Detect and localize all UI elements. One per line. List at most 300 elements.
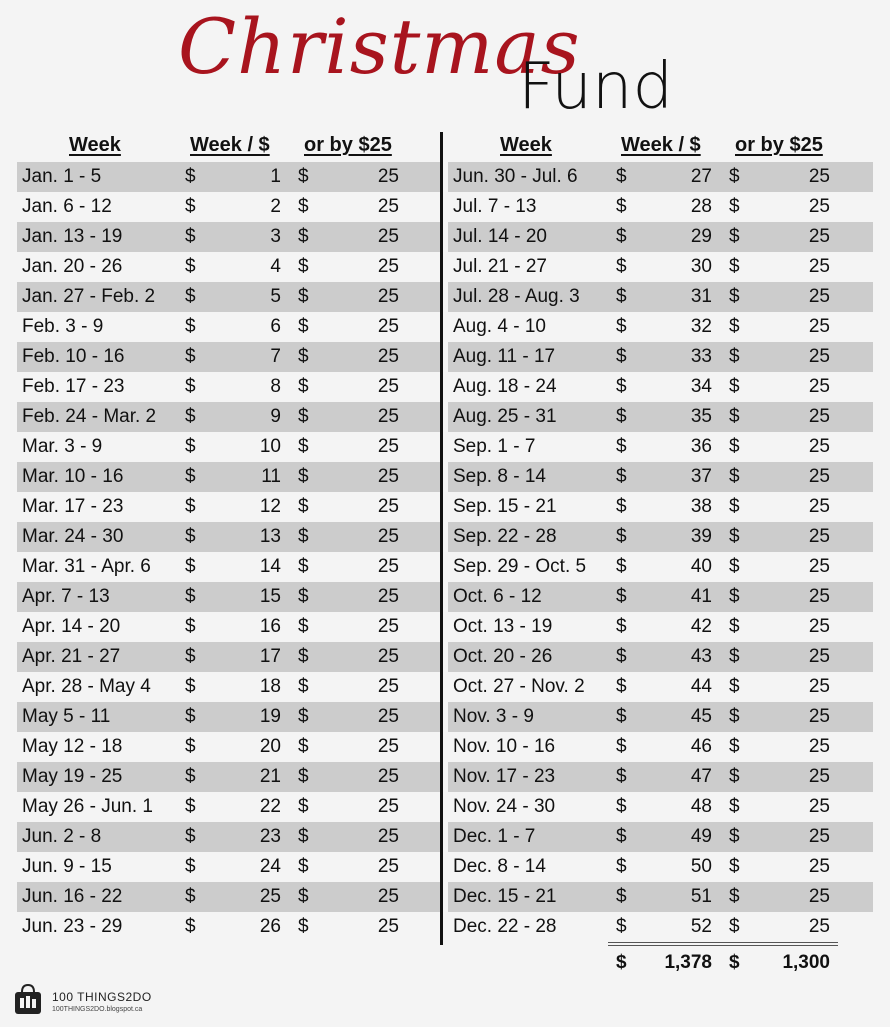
fixed-amount: 25 <box>808 466 830 487</box>
week-label: Jan. 13 - 19 <box>22 226 123 247</box>
currency-sign: $ <box>616 286 627 307</box>
weekly-amount: 49 <box>690 826 712 847</box>
currency-sign: $ <box>616 466 627 487</box>
total-currency: $ <box>616 952 627 973</box>
week-label: Mar. 24 - 30 <box>22 526 124 547</box>
weekly-amount: 41 <box>690 586 712 607</box>
weekly-amount: 50 <box>690 856 712 877</box>
fixed-amount: 25 <box>377 226 399 247</box>
currency-sign: $ <box>298 826 309 847</box>
week-label: Jan. 27 - Feb. 2 <box>22 286 156 307</box>
table-row <box>448 252 873 282</box>
currency-sign: $ <box>185 346 196 367</box>
currency-sign: $ <box>616 196 627 217</box>
table-row <box>448 762 873 792</box>
currency-sign: $ <box>616 406 627 427</box>
weekly-amount: 21 <box>259 766 281 787</box>
fixed-amount: 25 <box>808 916 830 937</box>
fixed-amount: 25 <box>377 556 399 577</box>
fixed-amount: 25 <box>808 706 830 727</box>
currency-sign: $ <box>616 166 627 187</box>
fixed-amount: 25 <box>377 316 399 337</box>
currency-sign: $ <box>298 886 309 907</box>
currency-sign: $ <box>616 916 627 937</box>
total-currency: $ <box>729 952 740 973</box>
weekly-amount: 32 <box>690 316 712 337</box>
currency-sign: $ <box>729 526 740 547</box>
table-row <box>448 522 873 552</box>
fixed-amount: 25 <box>808 766 830 787</box>
table-row <box>17 732 442 762</box>
week-label: Dec. 22 - 28 <box>453 916 557 937</box>
table-row <box>448 402 873 432</box>
total-per-week: 1,378 <box>664 952 712 973</box>
fixed-amount: 25 <box>377 916 399 937</box>
currency-sign: $ <box>298 436 309 457</box>
currency-sign: $ <box>616 646 627 667</box>
currency-sign: $ <box>616 226 627 247</box>
week-label: Feb. 3 - 9 <box>22 316 104 337</box>
fixed-amount: 25 <box>377 526 399 547</box>
week-label: May 12 - 18 <box>22 736 123 757</box>
table-row <box>448 192 873 222</box>
fixed-amount: 25 <box>808 646 830 667</box>
currency-sign: $ <box>729 916 740 937</box>
table-row <box>17 312 442 342</box>
week-label: Oct. 6 - 12 <box>453 586 542 607</box>
weekly-amount: 1 <box>270 166 281 187</box>
table-row <box>17 492 442 522</box>
table-row <box>17 702 442 732</box>
fixed-amount: 25 <box>377 256 399 277</box>
table-row <box>448 342 873 372</box>
weekly-amount: 19 <box>259 706 281 727</box>
currency-sign: $ <box>729 856 740 877</box>
week-label: Dec. 8 - 14 <box>453 856 546 877</box>
weekly-amount: 7 <box>270 346 281 367</box>
currency-sign: $ <box>185 226 196 247</box>
logo-subtext: 100THINGS2DO.blogspot.ca <box>52 1006 143 1013</box>
week-label: Nov. 3 - 9 <box>453 706 534 727</box>
fixed-amount: 25 <box>377 616 399 637</box>
currency-sign: $ <box>729 736 740 757</box>
week-label: Sep. 15 - 21 <box>453 496 557 517</box>
weekly-amount: 25 <box>259 886 281 907</box>
currency-sign: $ <box>616 886 627 907</box>
week-label: Nov. 24 - 30 <box>453 796 556 817</box>
weekly-amount: 26 <box>259 916 281 937</box>
week-label: Jan. 6 - 12 <box>22 196 112 217</box>
week-label: May 19 - 25 <box>22 766 123 787</box>
weekly-amount: 47 <box>690 766 712 787</box>
currency-sign: $ <box>298 526 309 547</box>
total-rule <box>608 942 838 943</box>
table-row <box>448 462 873 492</box>
header-per-week: Week / $ <box>621 134 701 156</box>
weekly-amount: 33 <box>690 346 712 367</box>
weekly-amount: 20 <box>259 736 281 757</box>
week-label: Oct. 13 - 19 <box>453 616 553 637</box>
fixed-amount: 25 <box>808 346 830 367</box>
table-row <box>17 252 442 282</box>
currency-sign: $ <box>185 886 196 907</box>
weekly-amount: 5 <box>270 286 281 307</box>
table-left <box>17 134 442 942</box>
weekly-amount: 43 <box>690 646 712 667</box>
currency-sign: $ <box>298 316 309 337</box>
currency-sign: $ <box>729 256 740 277</box>
fixed-amount: 25 <box>377 766 399 787</box>
table-row <box>448 432 873 462</box>
fixed-amount: 25 <box>808 856 830 877</box>
table-row <box>17 852 442 882</box>
currency-sign: $ <box>298 196 309 217</box>
currency-sign: $ <box>185 826 196 847</box>
weekly-amount: 11 <box>261 466 281 487</box>
header-by25: or by $25 <box>304 134 392 156</box>
week-label: Jun. 9 - 15 <box>22 856 112 877</box>
fixed-amount: 25 <box>377 196 399 217</box>
fixed-amount: 25 <box>808 286 830 307</box>
week-label: Jan. 1 - 5 <box>22 166 102 187</box>
currency-sign: $ <box>298 466 309 487</box>
currency-sign: $ <box>298 616 309 637</box>
fixed-amount: 25 <box>808 166 830 187</box>
currency-sign: $ <box>729 226 740 247</box>
currency-sign: $ <box>616 796 627 817</box>
currency-sign: $ <box>729 646 740 667</box>
fixed-amount: 25 <box>377 796 399 817</box>
weekly-amount: 6 <box>270 316 281 337</box>
week-label: Oct. 27 - Nov. 2 <box>453 676 585 697</box>
fixed-amount: 25 <box>377 856 399 877</box>
weekly-amount: 31 <box>690 286 712 307</box>
weekly-amount: 35 <box>690 406 712 427</box>
currency-sign: $ <box>185 556 196 577</box>
currency-sign: $ <box>616 346 627 367</box>
table-row <box>17 792 442 822</box>
week-label: Oct. 20 - 26 <box>453 646 553 667</box>
currency-sign: $ <box>616 766 627 787</box>
currency-sign: $ <box>729 616 740 637</box>
week-label: Sep. 8 - 14 <box>453 466 546 487</box>
title-christmas: Christmas <box>178 2 581 91</box>
weekly-amount: 15 <box>259 586 281 607</box>
currency-sign: $ <box>729 766 740 787</box>
week-label: Nov. 17 - 23 <box>453 766 556 787</box>
fixed-amount: 25 <box>808 376 830 397</box>
fixed-amount: 25 <box>808 316 830 337</box>
table-row <box>17 552 442 582</box>
currency-sign: $ <box>298 676 309 697</box>
table-row <box>448 912 873 942</box>
currency-sign: $ <box>616 856 627 877</box>
table-row <box>448 822 873 852</box>
currency-sign: $ <box>729 346 740 367</box>
currency-sign: $ <box>185 646 196 667</box>
fixed-amount: 25 <box>377 736 399 757</box>
weekly-amount: 48 <box>690 796 712 817</box>
currency-sign: $ <box>729 316 740 337</box>
week-label: Mar. 10 - 16 <box>22 466 124 487</box>
currency-sign: $ <box>616 496 627 517</box>
currency-sign: $ <box>185 916 196 937</box>
table-row <box>17 912 442 942</box>
fixed-amount: 25 <box>808 496 830 517</box>
week-label: Apr. 14 - 20 <box>22 616 121 637</box>
fixed-amount: 25 <box>377 676 399 697</box>
weekly-amount: 12 <box>259 496 281 517</box>
weekly-amount: 13 <box>259 526 281 547</box>
currency-sign: $ <box>729 706 740 727</box>
currency-sign: $ <box>185 856 196 877</box>
table-row <box>448 582 873 612</box>
week-label: Feb. 17 - 23 <box>22 376 125 397</box>
currency-sign: $ <box>185 616 196 637</box>
weekly-amount: 23 <box>259 826 281 847</box>
table-row <box>448 222 873 252</box>
week-label: Jun. 2 - 8 <box>22 826 102 847</box>
currency-sign: $ <box>185 466 196 487</box>
weekly-amount: 42 <box>690 616 712 637</box>
currency-sign: $ <box>185 406 196 427</box>
week-label: May 5 - 11 <box>22 706 111 727</box>
weekly-amount: 8 <box>270 376 281 397</box>
table-row <box>17 582 442 612</box>
week-label: Nov. 10 - 16 <box>453 736 556 757</box>
week-label: Jun. 30 - Jul. 6 <box>453 166 578 187</box>
currency-sign: $ <box>616 376 627 397</box>
table-row <box>448 672 873 702</box>
week-label: Aug. 4 - 10 <box>453 316 546 337</box>
table-row <box>448 162 873 192</box>
table-body <box>17 162 442 942</box>
currency-sign: $ <box>616 436 627 457</box>
weekly-amount: 45 <box>690 706 712 727</box>
week-label: Dec. 1 - 7 <box>453 826 536 847</box>
week-label: Jun. 23 - 29 <box>22 916 123 937</box>
currency-sign: $ <box>729 886 740 907</box>
table-row <box>448 852 873 882</box>
weekly-amount: 24 <box>259 856 281 877</box>
currency-sign: $ <box>298 586 309 607</box>
currency-sign: $ <box>729 436 740 457</box>
table-row <box>448 642 873 672</box>
weekly-amount: 3 <box>270 226 281 247</box>
table-row <box>448 282 873 312</box>
currency-sign: $ <box>185 166 196 187</box>
column-divider <box>440 132 443 945</box>
currency-sign: $ <box>298 766 309 787</box>
week-label: Sep. 29 - Oct. 5 <box>453 556 587 577</box>
currency-sign: $ <box>298 406 309 427</box>
week-label: Mar. 17 - 23 <box>22 496 124 517</box>
currency-sign: $ <box>729 166 740 187</box>
fixed-amount: 25 <box>808 676 830 697</box>
fixed-amount: 25 <box>377 436 399 457</box>
currency-sign: $ <box>185 256 196 277</box>
table-header <box>448 134 873 162</box>
weekly-amount: 14 <box>259 556 281 577</box>
currency-sign: $ <box>616 706 627 727</box>
currency-sign: $ <box>729 286 740 307</box>
fixed-amount: 25 <box>808 226 830 247</box>
table-row <box>448 612 873 642</box>
table-row <box>17 522 442 552</box>
fixed-amount: 25 <box>808 586 830 607</box>
fixed-amount: 25 <box>808 556 830 577</box>
currency-sign: $ <box>729 826 740 847</box>
week-label: Apr. 7 - 13 <box>22 586 110 607</box>
logo <box>8 978 178 1022</box>
table-row <box>448 702 873 732</box>
fixed-amount: 25 <box>808 526 830 547</box>
table-row <box>17 462 442 492</box>
fixed-amount: 25 <box>808 256 830 277</box>
table-right <box>448 134 873 942</box>
currency-sign: $ <box>616 586 627 607</box>
week-label: Sep. 1 - 7 <box>453 436 536 457</box>
week-label: Mar. 3 - 9 <box>22 436 103 457</box>
fixed-amount: 25 <box>808 796 830 817</box>
table-row <box>448 732 873 762</box>
week-label: Jan. 20 - 26 <box>22 256 123 277</box>
fixed-amount: 25 <box>377 886 399 907</box>
currency-sign: $ <box>185 376 196 397</box>
fixed-amount: 25 <box>377 646 399 667</box>
weekly-amount: 17 <box>259 646 281 667</box>
table-row <box>448 552 873 582</box>
fixed-amount: 25 <box>377 406 399 427</box>
currency-sign: $ <box>729 556 740 577</box>
fixed-amount: 25 <box>377 286 399 307</box>
currency-sign: $ <box>185 736 196 757</box>
fixed-amount: 25 <box>377 376 399 397</box>
logo-text: 100 THINGS2DO <box>52 990 152 1004</box>
table-row <box>448 492 873 522</box>
currency-sign: $ <box>298 496 309 517</box>
currency-sign: $ <box>185 796 196 817</box>
weekly-amount: 16 <box>259 616 281 637</box>
currency-sign: $ <box>729 406 740 427</box>
weekly-amount: 38 <box>690 496 712 517</box>
week-label: Jul. 14 - 20 <box>453 226 547 247</box>
currency-sign: $ <box>729 676 740 697</box>
table-row <box>17 612 442 642</box>
weekly-amount: 39 <box>690 526 712 547</box>
currency-sign: $ <box>185 196 196 217</box>
header-week: Week <box>69 134 121 156</box>
currency-sign: $ <box>616 616 627 637</box>
currency-sign: $ <box>729 196 740 217</box>
currency-sign: $ <box>729 586 740 607</box>
table-body <box>448 162 873 942</box>
weekly-amount: 18 <box>259 676 281 697</box>
currency-sign: $ <box>729 796 740 817</box>
header-week: Week <box>500 134 552 156</box>
currency-sign: $ <box>298 736 309 757</box>
table-row <box>17 282 442 312</box>
currency-sign: $ <box>185 436 196 457</box>
currency-sign: $ <box>185 676 196 697</box>
currency-sign: $ <box>298 856 309 877</box>
table-row <box>448 372 873 402</box>
weekly-amount: 34 <box>690 376 712 397</box>
weekly-amount: 29 <box>690 226 712 247</box>
table-row <box>17 372 442 402</box>
currency-sign: $ <box>616 736 627 757</box>
bag-icon <box>10 982 46 1018</box>
currency-sign: $ <box>298 226 309 247</box>
week-label: Aug. 25 - 31 <box>453 406 557 427</box>
table-row <box>17 222 442 252</box>
week-label: Jul. 7 - 13 <box>453 196 537 217</box>
currency-sign: $ <box>616 256 627 277</box>
currency-sign: $ <box>298 646 309 667</box>
currency-sign: $ <box>298 376 309 397</box>
fixed-amount: 25 <box>377 466 399 487</box>
fixed-amount: 25 <box>808 616 830 637</box>
week-label: Sep. 22 - 28 <box>453 526 557 547</box>
weekly-amount: 4 <box>270 256 281 277</box>
weekly-amount: 28 <box>690 196 712 217</box>
fixed-amount: 25 <box>377 496 399 517</box>
fixed-amount: 25 <box>808 736 830 757</box>
weekly-amount: 27 <box>690 166 712 187</box>
currency-sign: $ <box>298 796 309 817</box>
page-title <box>0 0 890 128</box>
currency-sign: $ <box>729 376 740 397</box>
weekly-amount: 36 <box>690 436 712 457</box>
week-label: Mar. 31 - Apr. 6 <box>22 556 151 577</box>
currency-sign: $ <box>729 496 740 517</box>
week-label: Apr. 21 - 27 <box>22 646 121 667</box>
currency-sign: $ <box>616 316 627 337</box>
table-header <box>17 134 442 162</box>
table-row <box>17 672 442 702</box>
table-row <box>17 762 442 792</box>
table-row <box>17 882 442 912</box>
currency-sign: $ <box>185 526 196 547</box>
weekly-amount: 22 <box>259 796 281 817</box>
total-rule <box>608 945 838 946</box>
week-label: Dec. 15 - 21 <box>453 886 557 907</box>
weekly-amount: 37 <box>690 466 712 487</box>
currency-sign: $ <box>616 556 627 577</box>
fixed-amount: 25 <box>377 166 399 187</box>
currency-sign: $ <box>185 496 196 517</box>
fixed-amount: 25 <box>808 436 830 457</box>
table-row <box>448 312 873 342</box>
header-by25: or by $25 <box>735 134 823 156</box>
currency-sign: $ <box>298 166 309 187</box>
table-row <box>448 882 873 912</box>
currency-sign: $ <box>298 256 309 277</box>
currency-sign: $ <box>185 706 196 727</box>
fixed-amount: 25 <box>377 346 399 367</box>
table-row <box>17 162 442 192</box>
fixed-amount: 25 <box>808 196 830 217</box>
currency-sign: $ <box>729 466 740 487</box>
currency-sign: $ <box>298 916 309 937</box>
weekly-amount: 44 <box>690 676 712 697</box>
table-row <box>17 402 442 432</box>
totals-row <box>448 948 873 978</box>
title-fund: Fund <box>518 50 674 124</box>
weekly-amount: 30 <box>690 256 712 277</box>
currency-sign: $ <box>298 286 309 307</box>
fixed-amount: 25 <box>377 826 399 847</box>
